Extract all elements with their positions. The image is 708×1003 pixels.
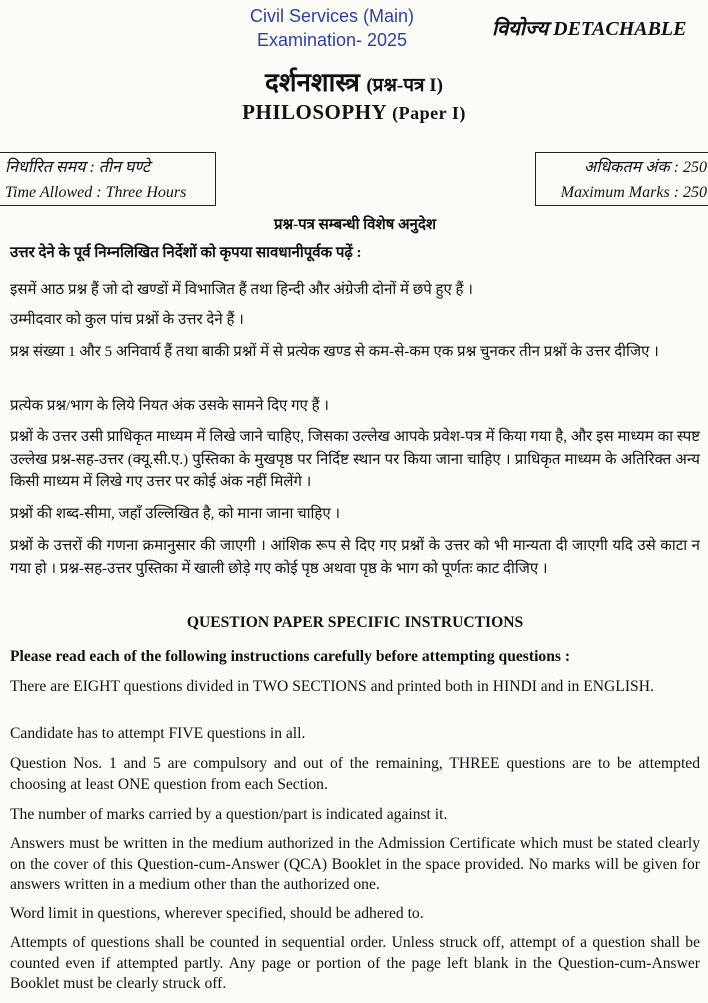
title-hindi-main: दर्शनशास्त्र: [265, 68, 360, 97]
max-marks-box: [535, 152, 708, 206]
english-heading: QUESTION PAPER SPECIFIC INSTRUCTIONS: [186, 614, 524, 631]
hindi-instruction-6: प्रश्नों की शब्द-सीमा, जहाँ उल्लिखित है, को माना जाना चाहिए ।: [10, 506, 341, 522]
title-english-sub: (Paper I): [392, 103, 466, 123]
time-allowed-box: [0, 152, 216, 206]
marks-english: Maximum Marks : 250: [560, 184, 707, 201]
english-intro: Please read each of the following instructions carefully before attempting questions :: [10, 648, 571, 665]
stamp-line-1: Civil Services (Main): [249, 6, 415, 26]
english-instruction-7: Attempts of questions shall be counted in sequential order. Unless struck off, attempt of a question shall be counted even if attempted partly. Any page or portion of the page left blank in the Question-cum-Answer Booklet must be clearly struck off.: [10, 934, 700, 992]
time-english: Time Allowed : Three Hours: [5, 184, 187, 201]
exam-stamp: [246, 4, 418, 52]
english-instruction-5: Answers must be written in the medium authorized in the Admission Certificate which must be stated clearly on the cover of this Question-cum-Answer (QCA) Booklet in the space provided. No marks will be given for answers written in a medium other than the authorized one.: [10, 835, 700, 893]
english-instruction-1: There are EIGHT questions divided in TWO SECTIONS and printed both in HINDI and in ENGLISH.: [10, 678, 654, 695]
english-instruction-3: Question Nos. 1 and 5 are compulsory and out of the remaining, THREE questions are to be attempted choosing at least ONE question from each Section.: [10, 755, 700, 793]
hindi-instruction-4: प्रत्येक प्रश्न/भाग के लिये नियत अंक उसके सामने दिए गए हैं ।: [10, 398, 329, 414]
hindi-intro: उत्तर देने के पूर्व निम्नलिखित निर्देशों को कृपया सावधानीपूर्वक पढ़ें :: [10, 245, 362, 261]
hindi-instruction-3: प्रश्न संख्या 1 और 5 अनिवार्य हैं तथा बाकी प्रश्नों में से प्रत्येक खण्ड से कम-से-कम एक प्रश्न चुनकर तीन प्रश्नों के उत्तर दीजिए ।: [10, 344, 659, 360]
title-hindi: [0, 63, 708, 99]
english-instruction-4: The number of marks carried by a question/part is indicated against it.: [10, 806, 448, 823]
title-english-main: PHILOSOPHY: [242, 100, 387, 124]
english-instruction-2: Candidate has to attempt FIVE questions in all.: [10, 725, 306, 742]
time-hindi: निर्धारित समय : तीन घण्टे: [5, 159, 150, 176]
stamp-line-2: Examination- 2025: [256, 30, 408, 50]
hindi-instruction-5: प्रश्नों के उत्तर उसी प्राधिकृत माध्यम में लिखे जाने चाहिए, जिसका उल्लेख आपके प्रवेश-पत्र में किया गया है, और इस माध्यम का स्पष्ट उल्लेख प्रश्न-सह-उत्तर (क्यू.सी.ए.) पुस्तिका के मुखपृष्ठ पर निर्दिष्ट स्थान पर किया जाना चाहिए । प्राधिकृत माध्यम के अतिरिक्त अन्य किसी माध्यम में लिखे गए उत्तर पर कोई अंक नहीं मिलेंगे ।: [10, 429, 700, 490]
title-english: [0, 100, 708, 125]
title-hindi-sub: (प्रश्न-पत्र I): [366, 75, 443, 96]
english-instruction-6: Word limit in questions, wherever specified, should be adhered to.: [10, 905, 424, 922]
hindi-instruction-2: उम्मीदवार को कुल पांच प्रश्नों के उत्तर देने हैं ।: [10, 312, 244, 328]
detachable-label: वियोज्य DETACHABLE: [492, 18, 687, 40]
hindi-instruction-7: प्रश्नों के उत्तरों की गणना क्रमानुसार की जाएगी । आंशिक रूप से दिए गए प्रश्नों के उत्तर को भी मान्यता दी जाएगी यदि उसे काटा न गया हो । प्रश्न-सह-उत्तर पुस्तिका में खाली छोड़े गए कोई पृष्ठ अथवा पृष्ठ के भाग को पूर्णतः काट दीजिए ।: [10, 538, 700, 577]
marks-hindi: अधिकतम अंक : 250: [583, 159, 707, 176]
hindi-heading: प्रश्न-पत्र सम्बन्धी विशेष अनुदेश: [273, 217, 437, 233]
hindi-instruction-1: इसमें आठ प्रश्न हैं जो दो खण्डों में विभाजित हैं तथा हिन्दी और अंग्रेजी दोनों में छपे हुए हैं ।: [10, 282, 473, 298]
